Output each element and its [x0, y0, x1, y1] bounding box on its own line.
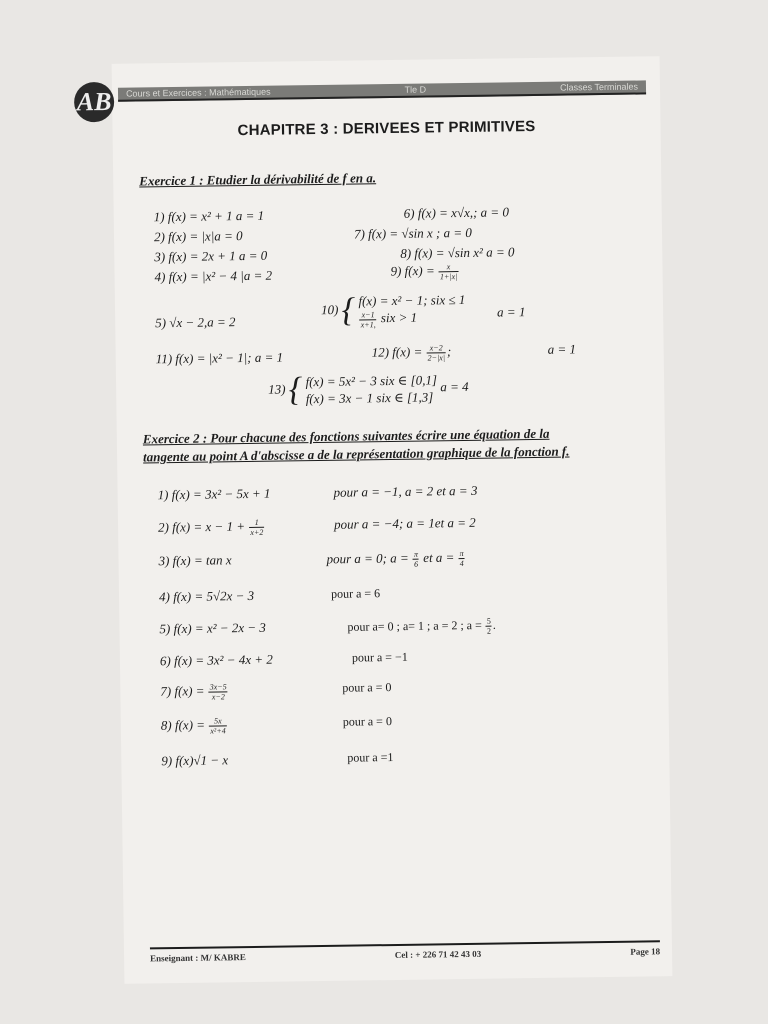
ex2-item-label: 8) f(x) =	[160, 717, 206, 733]
chapter-title: CHAPITRE 3 : DERIVEES ET PRIMITIVES	[237, 117, 536, 140]
ex2-item-1	[157, 482, 478, 504]
ex1-item-11: 11) f(x) = |x² − 1|; a = 1	[155, 349, 284, 367]
ex1-item-8: 8) f(x) = √sin x² a = 0	[400, 244, 515, 261]
ex1-item-13	[268, 371, 469, 408]
cond-mid: et a =	[423, 549, 455, 566]
ex2-item-cond: pour a = −4; a = 1et a = 2	[333, 514, 476, 532]
ex2-item-cond: pour a = −1, a = 2 et a = 3	[333, 482, 478, 500]
ex1-item-3: 3) f(x) = 2x + 1 a = 0	[154, 247, 268, 265]
ex2-item-cond: pour a = 6	[330, 586, 381, 601]
system-line-2: f(x) = 3x − 1 six ∈ [1,3]	[305, 389, 434, 407]
frac-num: x−1	[360, 310, 377, 320]
ex2-item-cond: pour a = 0	[342, 680, 392, 695]
ex1-item-12-tail: ;	[446, 343, 452, 359]
ex1-item-9-frac	[439, 262, 459, 281]
footer	[150, 946, 660, 963]
ex2-item-label: 2) f(x) = x − 1 +	[157, 518, 246, 535]
system-line-2: six > 1	[380, 309, 418, 326]
ex2-item-label: 7) f(x) =	[160, 683, 205, 699]
footer-teacher: Enseignant : M/ KABRE	[150, 952, 246, 964]
footer-phone: Cel : + 226 71 42 43 03	[394, 948, 482, 961]
frac-num: 5	[486, 616, 491, 626]
header-left: Cours et Exercices : Mathématiques	[125, 86, 271, 99]
ex1-item-10	[321, 291, 466, 330]
ex1-item-9-label: 9) f(x) =	[390, 262, 435, 279]
frac-den: x−2	[211, 692, 225, 702]
ex2-item-label: 5) f(x) = x² − 2x − 3	[159, 619, 266, 637]
ex1-item-5: 5) √x − 2,a = 2	[155, 314, 236, 331]
frac-den: 2−|x|	[427, 353, 446, 363]
frac-den: x+1,	[360, 319, 376, 329]
ex2-item-7	[160, 680, 392, 702]
system-line-1: f(x) = 5x² − 3 six ∈ [0,1]	[305, 372, 438, 390]
frac-num: π	[459, 549, 464, 559]
frac-den: 2	[486, 626, 491, 636]
frac-den: 6	[413, 559, 419, 569]
frac-den: 4	[459, 559, 464, 569]
frac-num: π	[413, 549, 418, 559]
ex1-item-13-a: a = 4	[440, 378, 469, 395]
ex2-item-frac	[209, 716, 227, 735]
cond-pre: pour a= 0 ; a= 1 ; a = 2 ; a =	[347, 618, 482, 634]
ex2-item-8	[160, 714, 392, 736]
exercise1-heading: Exercice 1 : Etudier la dérivabilité de f en a.	[139, 170, 377, 189]
ex1-item-6: 6) f(x) = x√x,; a = 0	[403, 204, 509, 221]
ex2-item-label: 4) f(x) = 5√2x − 3	[158, 587, 255, 605]
ex2-item-label: 9) f(x)√1 − x	[161, 752, 229, 769]
ex2-item-cond	[326, 549, 465, 570]
frac-num: x	[439, 262, 458, 272]
ex1-item-7: 7) f(x) = √sin x ; a = 0	[353, 224, 472, 242]
frac-den: 1+|x|	[439, 272, 458, 282]
ex2-item-frac	[249, 518, 264, 537]
frac-den: x²+4	[210, 726, 226, 736]
frac-den: x+2	[250, 527, 264, 537]
ex2-item-cond: pour a = 0	[342, 714, 392, 729]
ex2-item-9	[161, 750, 394, 769]
brace-icon: {	[288, 371, 303, 409]
ex2-item-label: 3) f(x) = tan x	[158, 552, 232, 569]
ex1-item-12-a: a = 1	[547, 341, 577, 357]
frac-num: 3x−5	[209, 682, 227, 692]
frac-num: 1	[249, 518, 264, 528]
footer-page: Page 18	[630, 946, 661, 957]
frac-num: x−2	[426, 343, 445, 353]
document-page	[76, 56, 673, 984]
ex2-item-5	[159, 616, 496, 637]
brace-icon: {	[341, 291, 356, 329]
header-mid: Tle D	[404, 84, 427, 95]
cond-frac-2	[459, 549, 465, 568]
ex2-item-6	[159, 649, 408, 670]
ex1-item-4: 4) f(x) = |x² − 4 |a = 2	[154, 267, 273, 285]
ex1-item-10-a: a = 1	[497, 304, 526, 320]
ex1-item-1: 1) f(x) = x² + 1 a = 1	[153, 207, 265, 225]
logo-text: AB	[76, 86, 112, 117]
ex1-item-10-system	[358, 291, 465, 329]
ex2-item-label: 6) f(x) = 3x² − 4x + 2	[159, 651, 273, 669]
cond-pre: pour a = 0; a =	[326, 550, 409, 567]
ex2-item-frac	[209, 682, 228, 701]
ex1-item-12-frac	[426, 343, 446, 362]
ex1-item-13-system	[305, 371, 437, 407]
ex2-item-label: 1) f(x) = 3x² − 5x + 1	[157, 485, 271, 503]
ex1-item-12	[372, 343, 452, 363]
ex2-item-cond	[347, 617, 496, 638]
header-band	[118, 80, 646, 101]
ex2-item-cond: pour a = −1	[351, 649, 408, 665]
cond-frac-1	[413, 550, 419, 569]
system-frac	[360, 310, 377, 329]
ex2-item-cond: pour a =1	[347, 750, 394, 765]
header-right: Classes Terminales	[560, 81, 639, 93]
ex1-item-13-label: 13)	[268, 381, 286, 397]
ex1-item-9	[390, 262, 459, 282]
exercise2-heading-1: Exercice 2 : Pour chacune des fonctions suivantes écrire une équation de la	[142, 425, 550, 447]
ex1-item-10-label: 10)	[320, 301, 339, 318]
cond-frac-1	[486, 617, 492, 636]
ex1-item-2: 2) f(x) = |x|a = 0	[153, 228, 243, 245]
exercise2-heading-2: tangente au point A d'abscisse a de la représentation graphique de la fonction f.	[142, 443, 570, 465]
ex1-item-12-label: 12) f(x) =	[371, 344, 423, 360]
ex2-item-2	[157, 514, 476, 538]
frac-num: 5x	[209, 716, 226, 726]
cond-tail: .	[492, 617, 496, 632]
ex2-item-4	[158, 586, 381, 605]
ab-logo	[74, 82, 115, 123]
system-line-1: f(x) = x² − 1; six ≤ 1	[358, 291, 466, 309]
ex2-item-3	[158, 549, 464, 569]
